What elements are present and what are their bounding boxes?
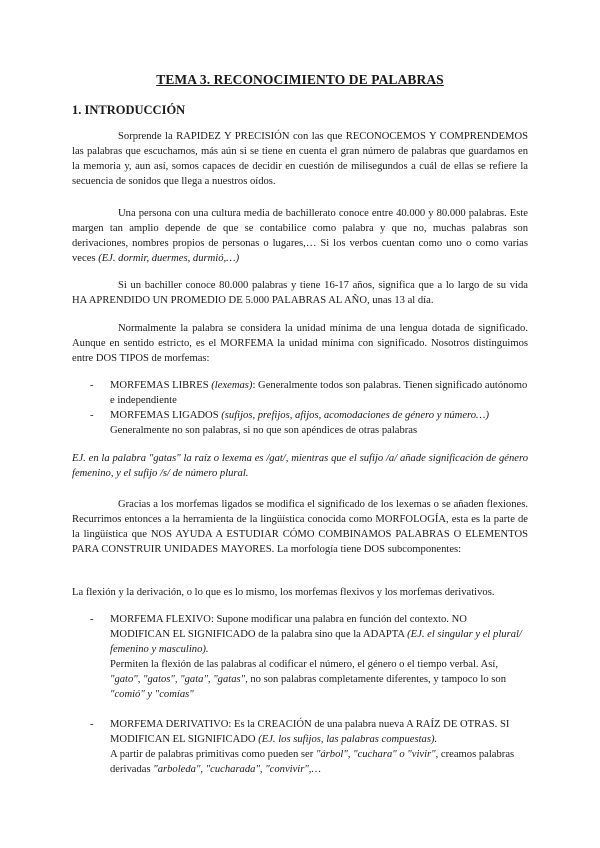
paragraph-2 [72, 206, 528, 266]
section-heading: 1. INTRODUCCIÓN [72, 103, 186, 117]
example-gatas: EJ. en la palabra "gatas" la raíz o lexema es /gat/, mientras que el sufijo /a/ añade significación de género femenino, y el sufijo /s/ de número plural. [72, 453, 528, 479]
morpheme-types-list [92, 378, 528, 438]
list-item: - MORFEMA FLEXIVO: Supone modificar una palabra en función del contexto. NO MODIFICAN EL SIGNIFICADO de la palabra sino que la ADAPTA (EJ. el singular y el plural/ femenino y masculino). Permiten la flexión de las palabras al codificar el número, el género o el tiempo verbal. Así, "gato", "gatos", "gata", "gatas", no son palabras completamente diferentes, y tampoco lo son "comió" y "comías" [90, 614, 522, 700]
list-item: - MORFEMAS LIBRES (lexemas): Generalmente todos son palabras. Tienen significado autónomo e independiente [90, 380, 528, 406]
paragraph-2-text: Una persona con una cultura media de bachillerato conoce entre 40.000 y 80.000 palabras. Este margen tan amplio depende de que se contabilice como palabra y que no, muchas palabras son derivaciones, nombres propios de personas o lugares,… Si los verbos cuentan como uno o como varias veces [72, 208, 528, 264]
paragraph-6: La flexión y la derivación, o lo que es lo mismo, los morfemas flexivos y los morfemas derivativos. [72, 587, 495, 598]
morpheme-kinds-list [92, 612, 528, 777]
paragraph-5: Gracias a los morfemas ligados se modifica el significado de los lexemas o se añaden flexiones. Recurrimos entonces a la herramienta de la lingüística conocida como MORFOLOGÍA, esta es la parte de la lingüística que NOS AYUDA A ESTUDIAR CÓMO COMBINAMOS PALABRAS O ELEMENTOS PARA CONSTRUIR UNIDADES MAYORES. La morfología tiene DOS subcomponentes: [72, 499, 528, 555]
paragraph-2-example: (EJ. dormir, duermes, durmió,…) [98, 253, 240, 264]
document-title: TEMA 3. RECONOCIMIENTO DE PALABRAS [156, 72, 444, 87]
list-item: - MORFEMA DERIVATIVO: Es la CREACIÓN de una palabra nueva A RAÍZ DE OTRAS. SI MODIFICAN EL SIGNIFICADO (EJ. los sufijos, las palabras compuestas). A partir de palabras primitivas como pueden ser "árbol", "cuchara" o "vivir", creamos palabras derivadas "arboleda", "cucharada", "convivir",… [90, 719, 515, 775]
paragraph-1: Sorprende la RAPIDEZ Y PRECISIÓN con las que RECONOCEMOS Y COMPRENDEMOS las palabras que escuchamos, más aún si se tiene en cuenta el gran número de palabras que guardamos en la memoria y, aun así, somos capaces de decidir en cuestión de milisegundos a cuál de ellas se refiere la secuencia de sonidos que llega a nuestros oídos. [72, 131, 528, 187]
paragraph-4: Normalmente la palabra se considera la unidad mínima de una lengua dotada de significado. Aunque en sentido estricto, es el MORFEMA la unidad mínima con significado. Nosotros distinguimos entre DOS TIPOS de morfemas: [72, 323, 528, 364]
paragraph-3: Si un bachiller conoce 80.000 palabras y tiene 16-17 años, significa que a lo largo de su vida HA APRENDIDO UN PROMEDIO DE 5.000 PALABRAS AL AÑO, unas 13 al día. [72, 280, 528, 306]
list-item: - MORFEMAS LIGADOS (sufijos, prefijos, afijos, acomodaciones de género y número…) Generalmente no son palabras, si no que son apéndices de otras palabras [90, 410, 490, 436]
